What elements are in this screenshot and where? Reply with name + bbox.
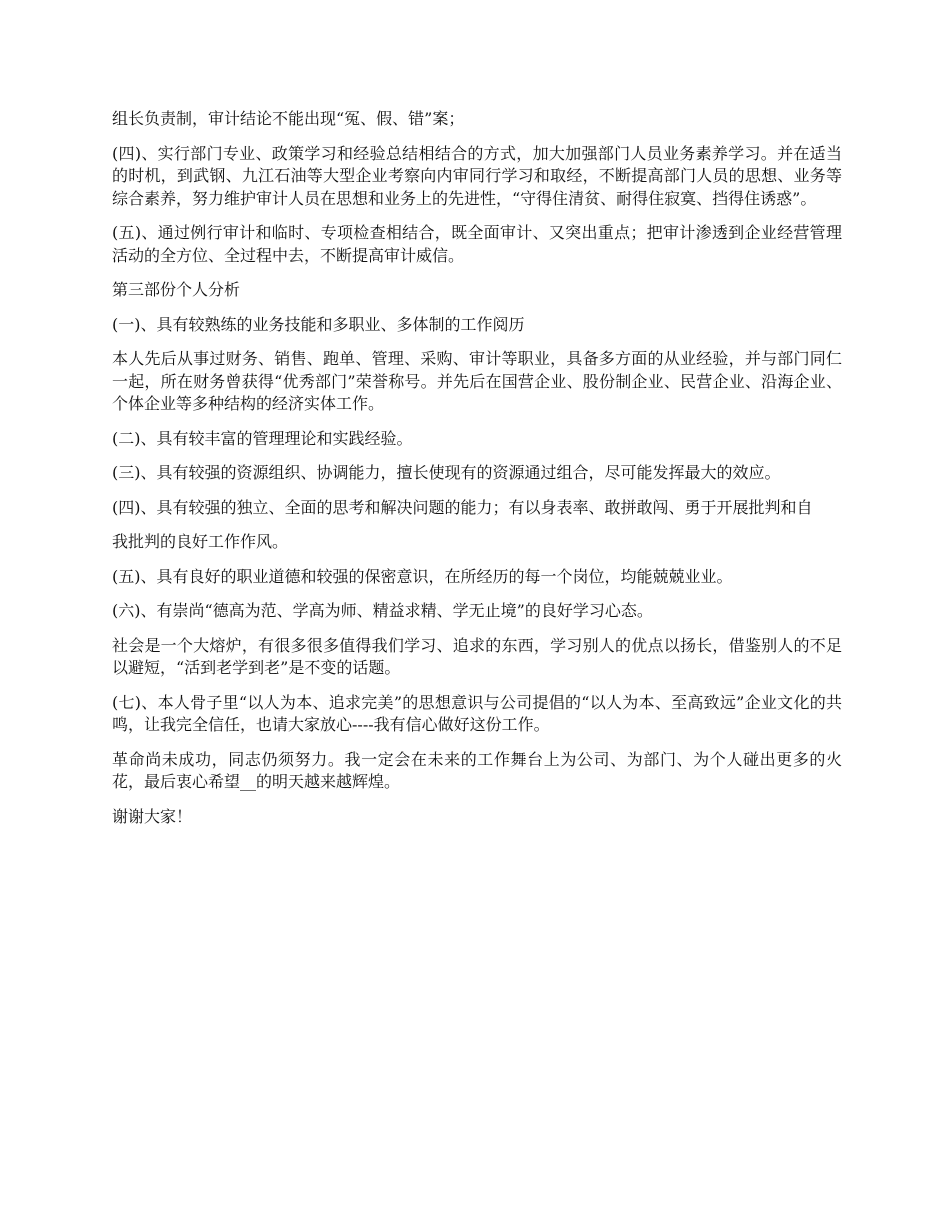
paragraph-audit-conclusion: 组长负责制，审计结论不能出现“冤、假、错”案； <box>112 109 465 128</box>
paragraph-item-4-study: (四)、实行部门专业、政策学习和经验总结相结合的方式，加大加强部门人员业务素养学习。并在适当的时机，到武钢、九江石油等大型企业考察向内审同行学习和取经，不断提高部门人员的思想、业务等综合素养，努力维护审计人员在思想和业务上的先进性，“守得住清贫、耐得住寂寞、挡得住诱惑”。 <box>112 143 842 208</box>
paragraph-closing: 革命尚未成功，同志仍须努力。我一定会在未来的工作舞台上为公司、为部门、为个人碰出更多的火花，最后衷心希望__的明天越来越辉煌。 <box>112 749 842 791</box>
paragraph-point-1: (一)、具有较熟练的业务技能和多职业、多体制的工作阅历 <box>112 314 525 334</box>
paragraph-thanks: 谢谢大家！ <box>112 806 193 826</box>
paragraph-point-6: (六)、有崇尚“德高为范、学高为师、精益求精、学无止境”的良好学习心态。 <box>112 601 653 620</box>
paragraph-point-2: (二)、具有较丰富的管理理论和实践经验。 <box>112 428 413 448</box>
paragraph-point-4: (四)、具有较强的独立、全面的思考和解决问题的能力；有以身表率、敢拼敢闯、勇于开展批判和自 <box>112 497 813 517</box>
paragraph-experience: 本人先后从事过财务、销售、跑单、管理、采购、审计等职业，具备多方面的从业经验，并与部门同仁一起，所在财务曾获得“优秀部门”荣誉称号。并先后在国营企业、股份制企业、民营企业、沿海企业、个体企业等多种结构的经济实体工作。 <box>112 349 842 413</box>
paragraph-item-5-audit: (五)、通过例行审计和临时、专项检查相结合，既全面审计、又突出重点；把审计渗透到企业经营管理活动的全方位、全过程中去，不断提高审计威信。 <box>112 223 842 265</box>
paragraph-point-4-continued: 我批判的良好工作作风。 <box>112 532 289 551</box>
paragraph-point-3: (三)、具有较强的资源组织、协调能力，擅长使现有的资源通过组合，尽可能发挥最大的效应。 <box>112 463 781 482</box>
section-heading-personal-analysis: 第三部份个人分析 <box>112 280 241 299</box>
document-body <box>112 108 842 840</box>
paragraph-point-5: (五)、具有良好的职业道德和较强的保密意识，在所经历的每一个岗位，均能兢兢业业。 <box>112 566 733 586</box>
paragraph-society: 社会是一个大熔炉，有很多很多值得我们学习、追求的东西，学习别人的优点以扬长，借鉴别人的不足以避短，“活到老学到老”是不变的话题。 <box>112 635 842 677</box>
paragraph-point-7: (七)、本人骨子里“以人为本、追求完美”的思想意识与公司提倡的“以人为本、至高致远”企业文化的共鸣，让我完全信任，也请大家放心----我有信心做好这份工作。 <box>112 692 842 734</box>
